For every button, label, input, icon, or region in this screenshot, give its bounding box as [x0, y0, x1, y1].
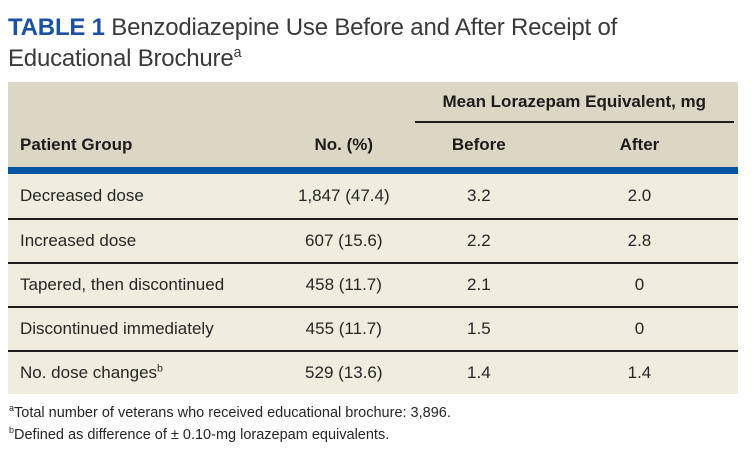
table-header	[8, 82, 738, 167]
column-header-patient-group: Patient Group	[20, 135, 133, 154]
footnote-b-marker: b	[9, 425, 14, 436]
cell-before: 2.1	[467, 275, 491, 294]
table-number-label: TABLE 1	[8, 14, 105, 41]
cell-after: 0	[634, 319, 645, 338]
table-title	[8, 12, 728, 74]
cell-n-percent: 458 (11.7)	[305, 275, 382, 294]
footnote-b-text: Defined as difference of ± 0.10-mg lorazepam equivalents.	[14, 427, 390, 443]
cell-after: 0	[634, 275, 645, 294]
data-table	[8, 82, 738, 394]
footnote-a-marker: a	[9, 403, 14, 414]
cell-superscript: b	[157, 362, 163, 375]
column-header-before: Before	[451, 135, 506, 154]
spanner-header: Mean Lorazepam Equivalent, mg	[415, 92, 734, 123]
cell-patient-group-text: No. dose changes	[20, 363, 158, 382]
cell-patient-group: Discontinued immediately	[20, 319, 214, 338]
table-row	[8, 174, 738, 218]
cell-n-percent: 529 (13.6)	[305, 363, 383, 382]
cell-after: 2.0	[627, 186, 652, 205]
cell-before: 1.5	[467, 319, 491, 338]
column-header-row	[8, 123, 738, 167]
column-header-n-percent: No. (%)	[314, 135, 374, 154]
table-body	[8, 174, 738, 394]
cell-before: 3.2	[467, 186, 491, 205]
table-title-text: Benzodiazepine Use Before and After Receipt of Educational Brochure	[8, 14, 618, 72]
spanner-row	[8, 82, 738, 123]
cell-patient-group: Tapered, then discontinued	[20, 275, 225, 294]
spanner-spacer	[8, 92, 415, 123]
cell-patient-group	[8, 363, 271, 383]
cell-before: 1.4	[467, 363, 491, 382]
cell-n-percent: 1,847 (47.4)	[297, 186, 390, 205]
table-row	[8, 350, 738, 394]
column-header-after: After	[619, 135, 660, 154]
footnote-a	[9, 402, 746, 424]
cell-after: 2.8	[627, 231, 652, 250]
table-row	[8, 306, 738, 350]
cell-patient-group: Decreased dose	[20, 186, 144, 205]
cell-after: 1.4	[627, 363, 652, 382]
table-row	[8, 262, 738, 306]
header-divider-rule	[8, 167, 738, 174]
table-row	[8, 218, 738, 262]
footnote-b	[9, 424, 746, 446]
table-title-superscript: a	[233, 45, 242, 61]
footnote-a-text: Total number of veterans who received educational brochure: 3,896.	[14, 405, 451, 421]
cell-n-percent: 455 (11.7)	[305, 319, 382, 338]
footnotes	[8, 402, 746, 446]
cell-before: 2.2	[467, 231, 491, 250]
cell-n-percent: 607 (15.6)	[305, 231, 383, 250]
cell-patient-group: Increased dose	[20, 231, 137, 250]
